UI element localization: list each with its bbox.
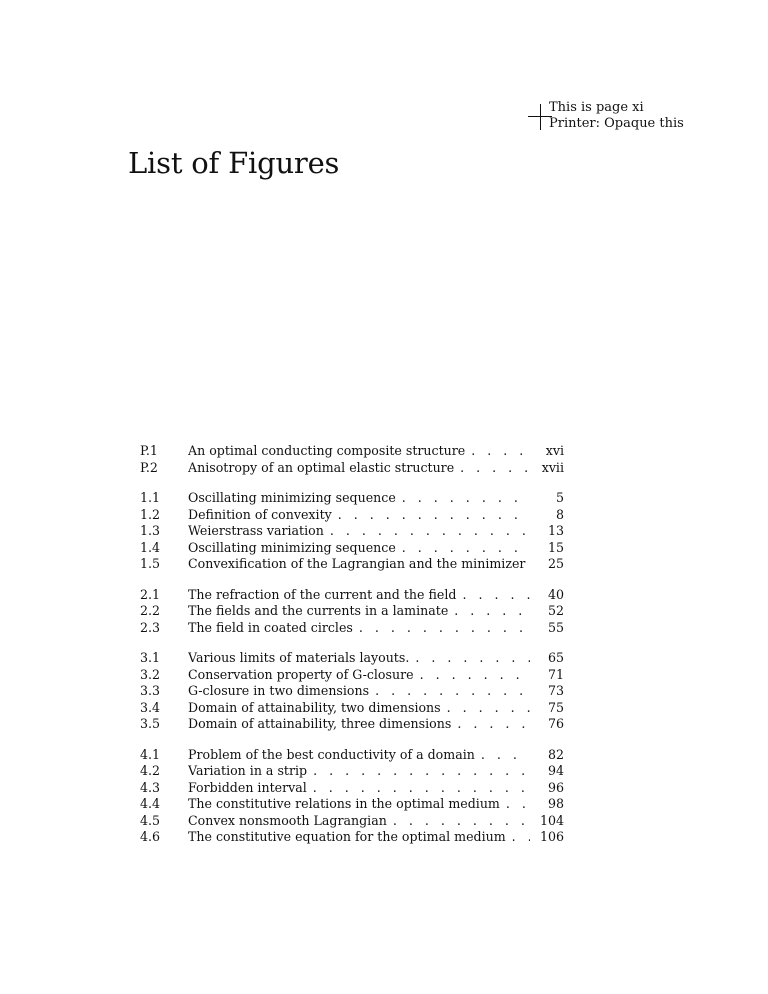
figure-entry[interactable] xyxy=(140,763,564,780)
figure-title: The field in coated circles xyxy=(188,619,353,635)
figure-title: The refraction of the current and the field xyxy=(188,586,457,602)
page-number: 106 xyxy=(539,829,564,844)
dot-leader xyxy=(475,747,530,764)
figure-entry[interactable] xyxy=(140,716,564,733)
figure-number: 3.1 xyxy=(140,650,161,665)
figure-list xyxy=(140,443,564,860)
figure-number: P.1 xyxy=(140,443,158,458)
figure-entry[interactable] xyxy=(140,443,564,460)
figure-number: 3.4 xyxy=(140,699,161,715)
dot-leader xyxy=(324,523,530,540)
figure-title: Domain of attainability, two dimensions xyxy=(188,699,441,715)
page-number: 94 xyxy=(547,763,564,778)
dot-leader xyxy=(396,490,530,507)
figure-title: Anisotropy of an optimal elastic structure xyxy=(188,459,455,475)
page-number: 15 xyxy=(547,539,564,555)
figure-entry[interactable] xyxy=(140,683,564,700)
figure-entry[interactable] xyxy=(140,667,564,684)
figure-title: Variation in a strip xyxy=(188,763,308,778)
figure-group xyxy=(140,747,564,846)
dot-leader xyxy=(448,603,530,620)
figure-number: 2.3 xyxy=(140,619,161,635)
page-number: 8 xyxy=(555,506,564,522)
figure-title: The fields and the currents in a laminate xyxy=(188,603,449,618)
figure-title: Domain of attainability, three dimensions xyxy=(188,716,452,731)
figure-group xyxy=(140,490,564,573)
page-number: 65 xyxy=(547,650,564,665)
figure-title: Oscillating minimizing sequence xyxy=(188,539,396,555)
figure-title: Definition of convexity xyxy=(188,506,332,522)
figure-title: An optimal conducting composite structure xyxy=(188,443,466,458)
figure-title: Conservation property of G-closure xyxy=(188,666,414,682)
figure-number: 4.5 xyxy=(140,812,161,828)
dot-leader xyxy=(369,683,530,700)
figure-number: 2.1 xyxy=(140,586,161,602)
dot-leader xyxy=(454,460,530,477)
figure-group xyxy=(140,587,564,637)
dot-leader xyxy=(353,620,530,637)
figure-entry[interactable] xyxy=(140,700,564,717)
figure-group xyxy=(140,650,564,733)
figure-entry[interactable] xyxy=(140,747,564,764)
figure-entry[interactable] xyxy=(140,620,564,637)
dot-leader xyxy=(500,796,530,813)
figure-title: Convex nonsmooth Lagrangian xyxy=(188,812,387,828)
dot-leader xyxy=(332,507,530,524)
page-title: List of Figures xyxy=(128,146,340,180)
figure-entry[interactable] xyxy=(140,507,564,524)
figure-title: Weierstrass variation xyxy=(188,523,324,538)
dot-leader xyxy=(396,540,530,557)
figure-number: 1.2 xyxy=(140,506,161,522)
figure-number: 1.1 xyxy=(140,490,161,505)
dot-leader xyxy=(409,650,530,667)
figure-entry[interactable] xyxy=(140,490,564,507)
figure-entry[interactable] xyxy=(140,796,564,813)
figure-number: 4.4 xyxy=(140,796,161,811)
figure-title: Forbidden interval xyxy=(188,779,307,795)
dot-leader xyxy=(465,443,530,460)
figure-entry[interactable] xyxy=(140,603,564,620)
figure-number: 4.2 xyxy=(140,763,161,778)
page-number: 25 xyxy=(547,556,564,571)
dot-leader xyxy=(387,813,530,830)
dot-leader xyxy=(307,780,530,797)
figure-entry[interactable] xyxy=(140,587,564,604)
page-number: 98 xyxy=(547,796,564,811)
figure-number: 1.4 xyxy=(140,539,161,555)
page-number: 40 xyxy=(547,586,564,602)
figure-entry[interactable] xyxy=(140,829,564,846)
dot-leader xyxy=(307,763,530,780)
printer-header xyxy=(549,100,684,132)
page-number: 71 xyxy=(547,666,564,682)
figure-title: Various limits of materials layouts. xyxy=(188,650,410,665)
figure-entry[interactable] xyxy=(140,813,564,830)
page-number: 75 xyxy=(547,699,564,715)
figure-number: 4.3 xyxy=(140,779,161,795)
page-number: 76 xyxy=(547,716,564,731)
figure-entry[interactable] xyxy=(140,540,564,557)
page-number: 52 xyxy=(547,603,564,618)
dot-leader xyxy=(441,700,530,717)
figure-title: Problem of the best conductivity of a domain xyxy=(188,746,475,762)
figure-title: The constitutive relations in the optimal medium xyxy=(188,796,500,811)
figure-entry[interactable] xyxy=(140,460,564,477)
figure-number: 3.5 xyxy=(140,716,161,731)
page-number: 13 xyxy=(547,523,564,538)
figure-group xyxy=(140,443,564,476)
page-number: 55 xyxy=(547,619,564,635)
printer-label: Printer: Opaque this xyxy=(549,116,684,131)
figure-number: 1.3 xyxy=(140,523,161,538)
page-number: 104 xyxy=(539,812,564,828)
figure-entry[interactable] xyxy=(140,780,564,797)
figure-title: G-closure in two dimensions xyxy=(188,683,370,698)
page-number: 73 xyxy=(547,683,564,698)
dot-leader xyxy=(456,587,530,604)
page-number: 82 xyxy=(547,746,564,762)
figure-number: 3.2 xyxy=(140,666,161,682)
figure-number: 4.1 xyxy=(140,746,161,762)
page-number: 96 xyxy=(547,779,564,795)
figure-title: Oscillating minimizing sequence xyxy=(188,490,396,505)
figure-entry[interactable] xyxy=(140,556,564,573)
figure-number: P.2 xyxy=(140,459,158,475)
figure-title: The constitutive equation for the optimal medium xyxy=(188,829,506,844)
page-number: xvii xyxy=(541,459,564,475)
page-number: xvi xyxy=(545,443,564,458)
figure-number: 4.6 xyxy=(140,829,161,844)
figure-number: 3.3 xyxy=(140,683,161,698)
dot-leader xyxy=(451,716,530,733)
page-number: 5 xyxy=(555,490,564,505)
dot-leader xyxy=(414,667,530,684)
figure-entry[interactable] xyxy=(140,523,564,540)
dot-leader xyxy=(506,829,530,846)
figure-number: 2.2 xyxy=(140,603,161,618)
figure-entry[interactable] xyxy=(140,650,564,667)
figure-number: 1.5 xyxy=(140,556,161,571)
page-label: This is page xi xyxy=(549,100,644,115)
figure-title: Convexification of the Lagrangian and the minimizer xyxy=(188,556,526,571)
